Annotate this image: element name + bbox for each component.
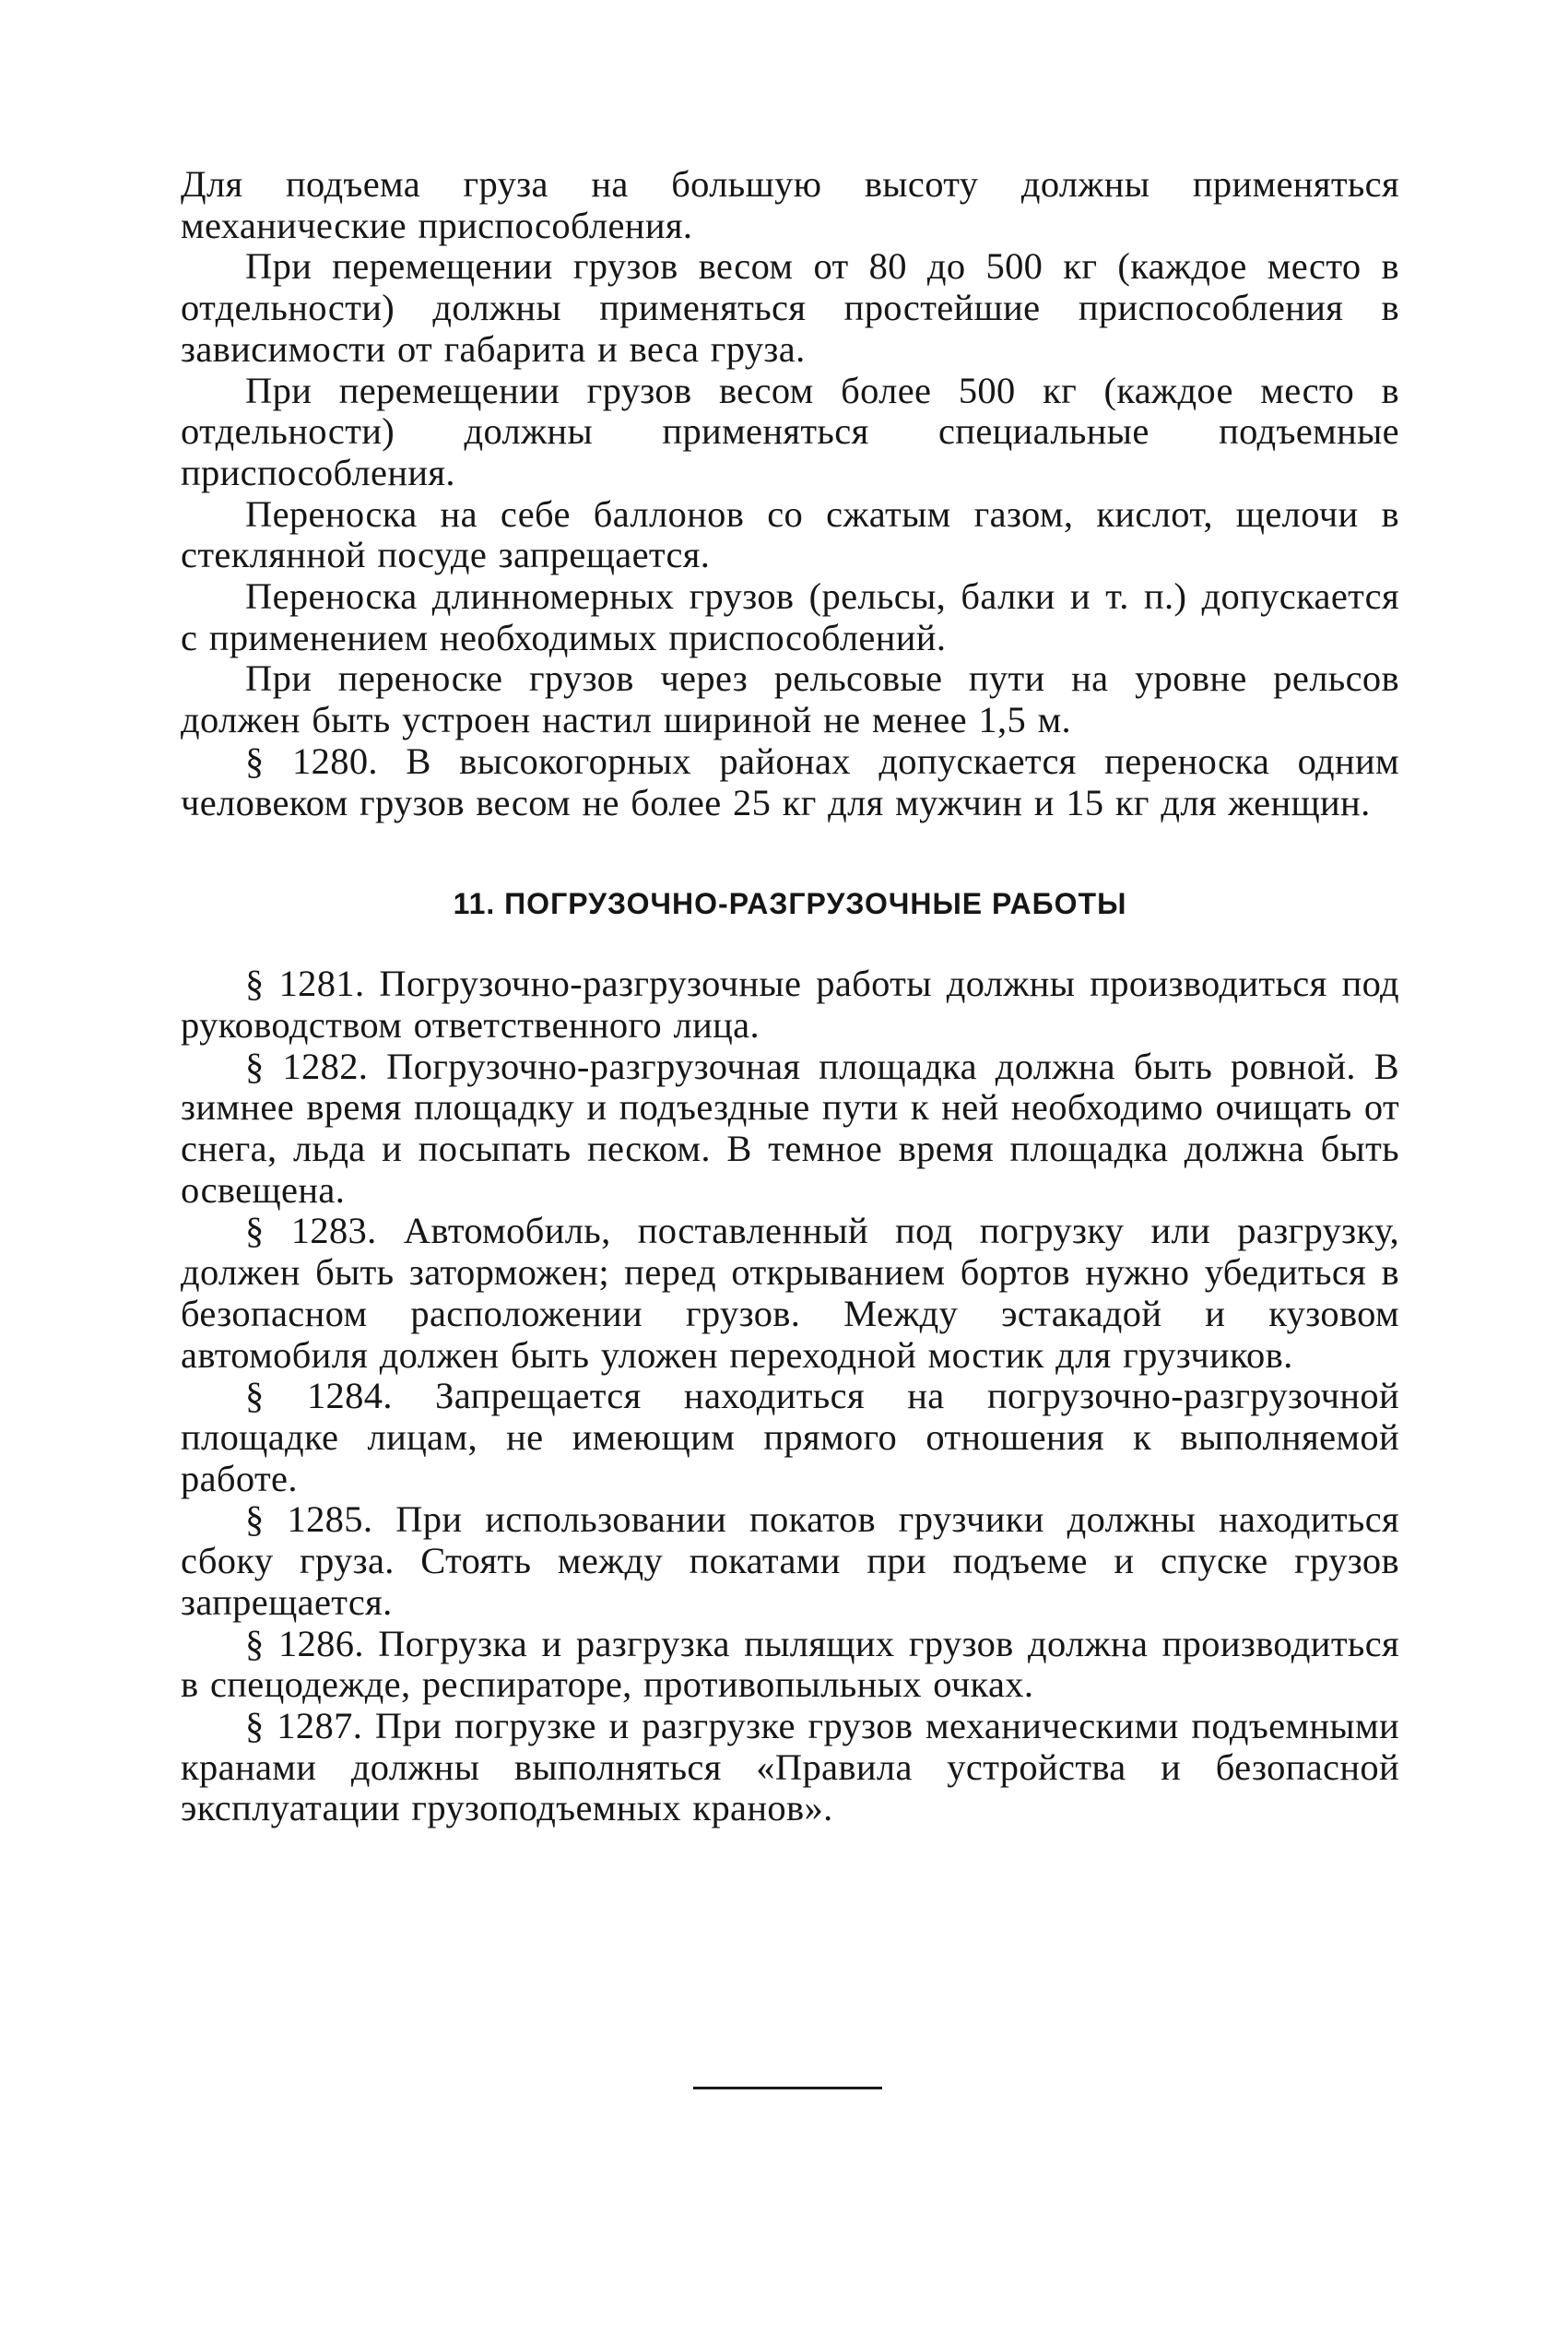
paragraph-weight-80-500: При перемещении грузов весом от 80 до 500 кг (каждое место в отдельности) должны применяться простейшие приспособления в зависимости от габарита и веса груза. — [181, 245, 1399, 370]
paragraph-section-1285: § 1285. При использовании покатов грузчики должны находиться сбоку груза. Стоять между покатами при подъеме и спуске грузов запрещается. — [181, 1498, 1399, 1623]
closing-rule — [693, 2087, 882, 2089]
paragraph-section-1287: § 1287. При погрузке и разгрузке грузов механическими подъемными кранами должны выполняться «Правила устройства и безопасной эксплуатации грузоподъемных кранов». — [181, 1704, 1399, 1829]
section-heading: 11. ПОГРУЗОЧНО-РАЗГРУЗОЧНЫЕ РАБОТЫ — [453, 887, 1127, 921]
document-page — [181, 164, 1399, 1829]
paragraph-section-1284: § 1284. Запрещается находиться на погрузочно-разгрузочной площадке лицам, не имеющим прямого отношения к выполняемой работе. — [181, 1375, 1399, 1499]
paragraph-section-1286: § 1286. Погрузка и разгрузка пылящих грузов должна производиться в спецодежде, респираторе, противопыльных очках. — [181, 1622, 1399, 1706]
paragraph-lifting-height: Для подъема груза на большую высоту должны применяться механические приспособления. — [181, 163, 1399, 246]
paragraph-long-loads: Переноска длинномерных грузов (рельсы, балки и т. п.) допускается с применением необходимых приспособлений. — [181, 575, 1399, 658]
paragraph-section-1282: § 1282. Погрузочно-разгрузочная площадка должна быть ровной. В зимнее время площадку и подъездные пути к ней необходимо очищать от снега, льда и посыпать песком. В темное время площадка должна быть освещена. — [181, 1045, 1399, 1211]
paragraph-section-1281: § 1281. Погрузочно-разгрузочные работы должны производиться под руководством ответственного лица. — [181, 963, 1399, 1046]
paragraph-section-1283: § 1283. Автомобиль, поставленный под погрузку или разгрузку, должен быть заторможен; перед открыванием бортов нужно убедиться в безопасном расположении грузов. Между эстакадой и кузовом автомобиля должен быть уложен переходной мостик для грузчиков. — [181, 1210, 1399, 1376]
paragraph-weight-over-500: При перемещении грузов весом более 500 кг (каждое место в отдельности) должны применяться специальные подъемные приспособления. — [181, 369, 1399, 493]
paragraph-rail-crossing: При переноске грузов через рельсовые пути на уровне рельсов должен быть устроен настил шириной не менее 1,5 м. — [181, 657, 1399, 741]
paragraph-section-1280: § 1280. В высокогорных районах допускается переноска одним человеком грузов весом не более 25 кг для мужчин и 15 кг для женщин. — [181, 740, 1399, 823]
paragraph-gas-cylinders: Переноска на себе баллонов со сжатым газом, кислот, щелочи в стеклянной посуде запрещается. — [181, 492, 1399, 576]
